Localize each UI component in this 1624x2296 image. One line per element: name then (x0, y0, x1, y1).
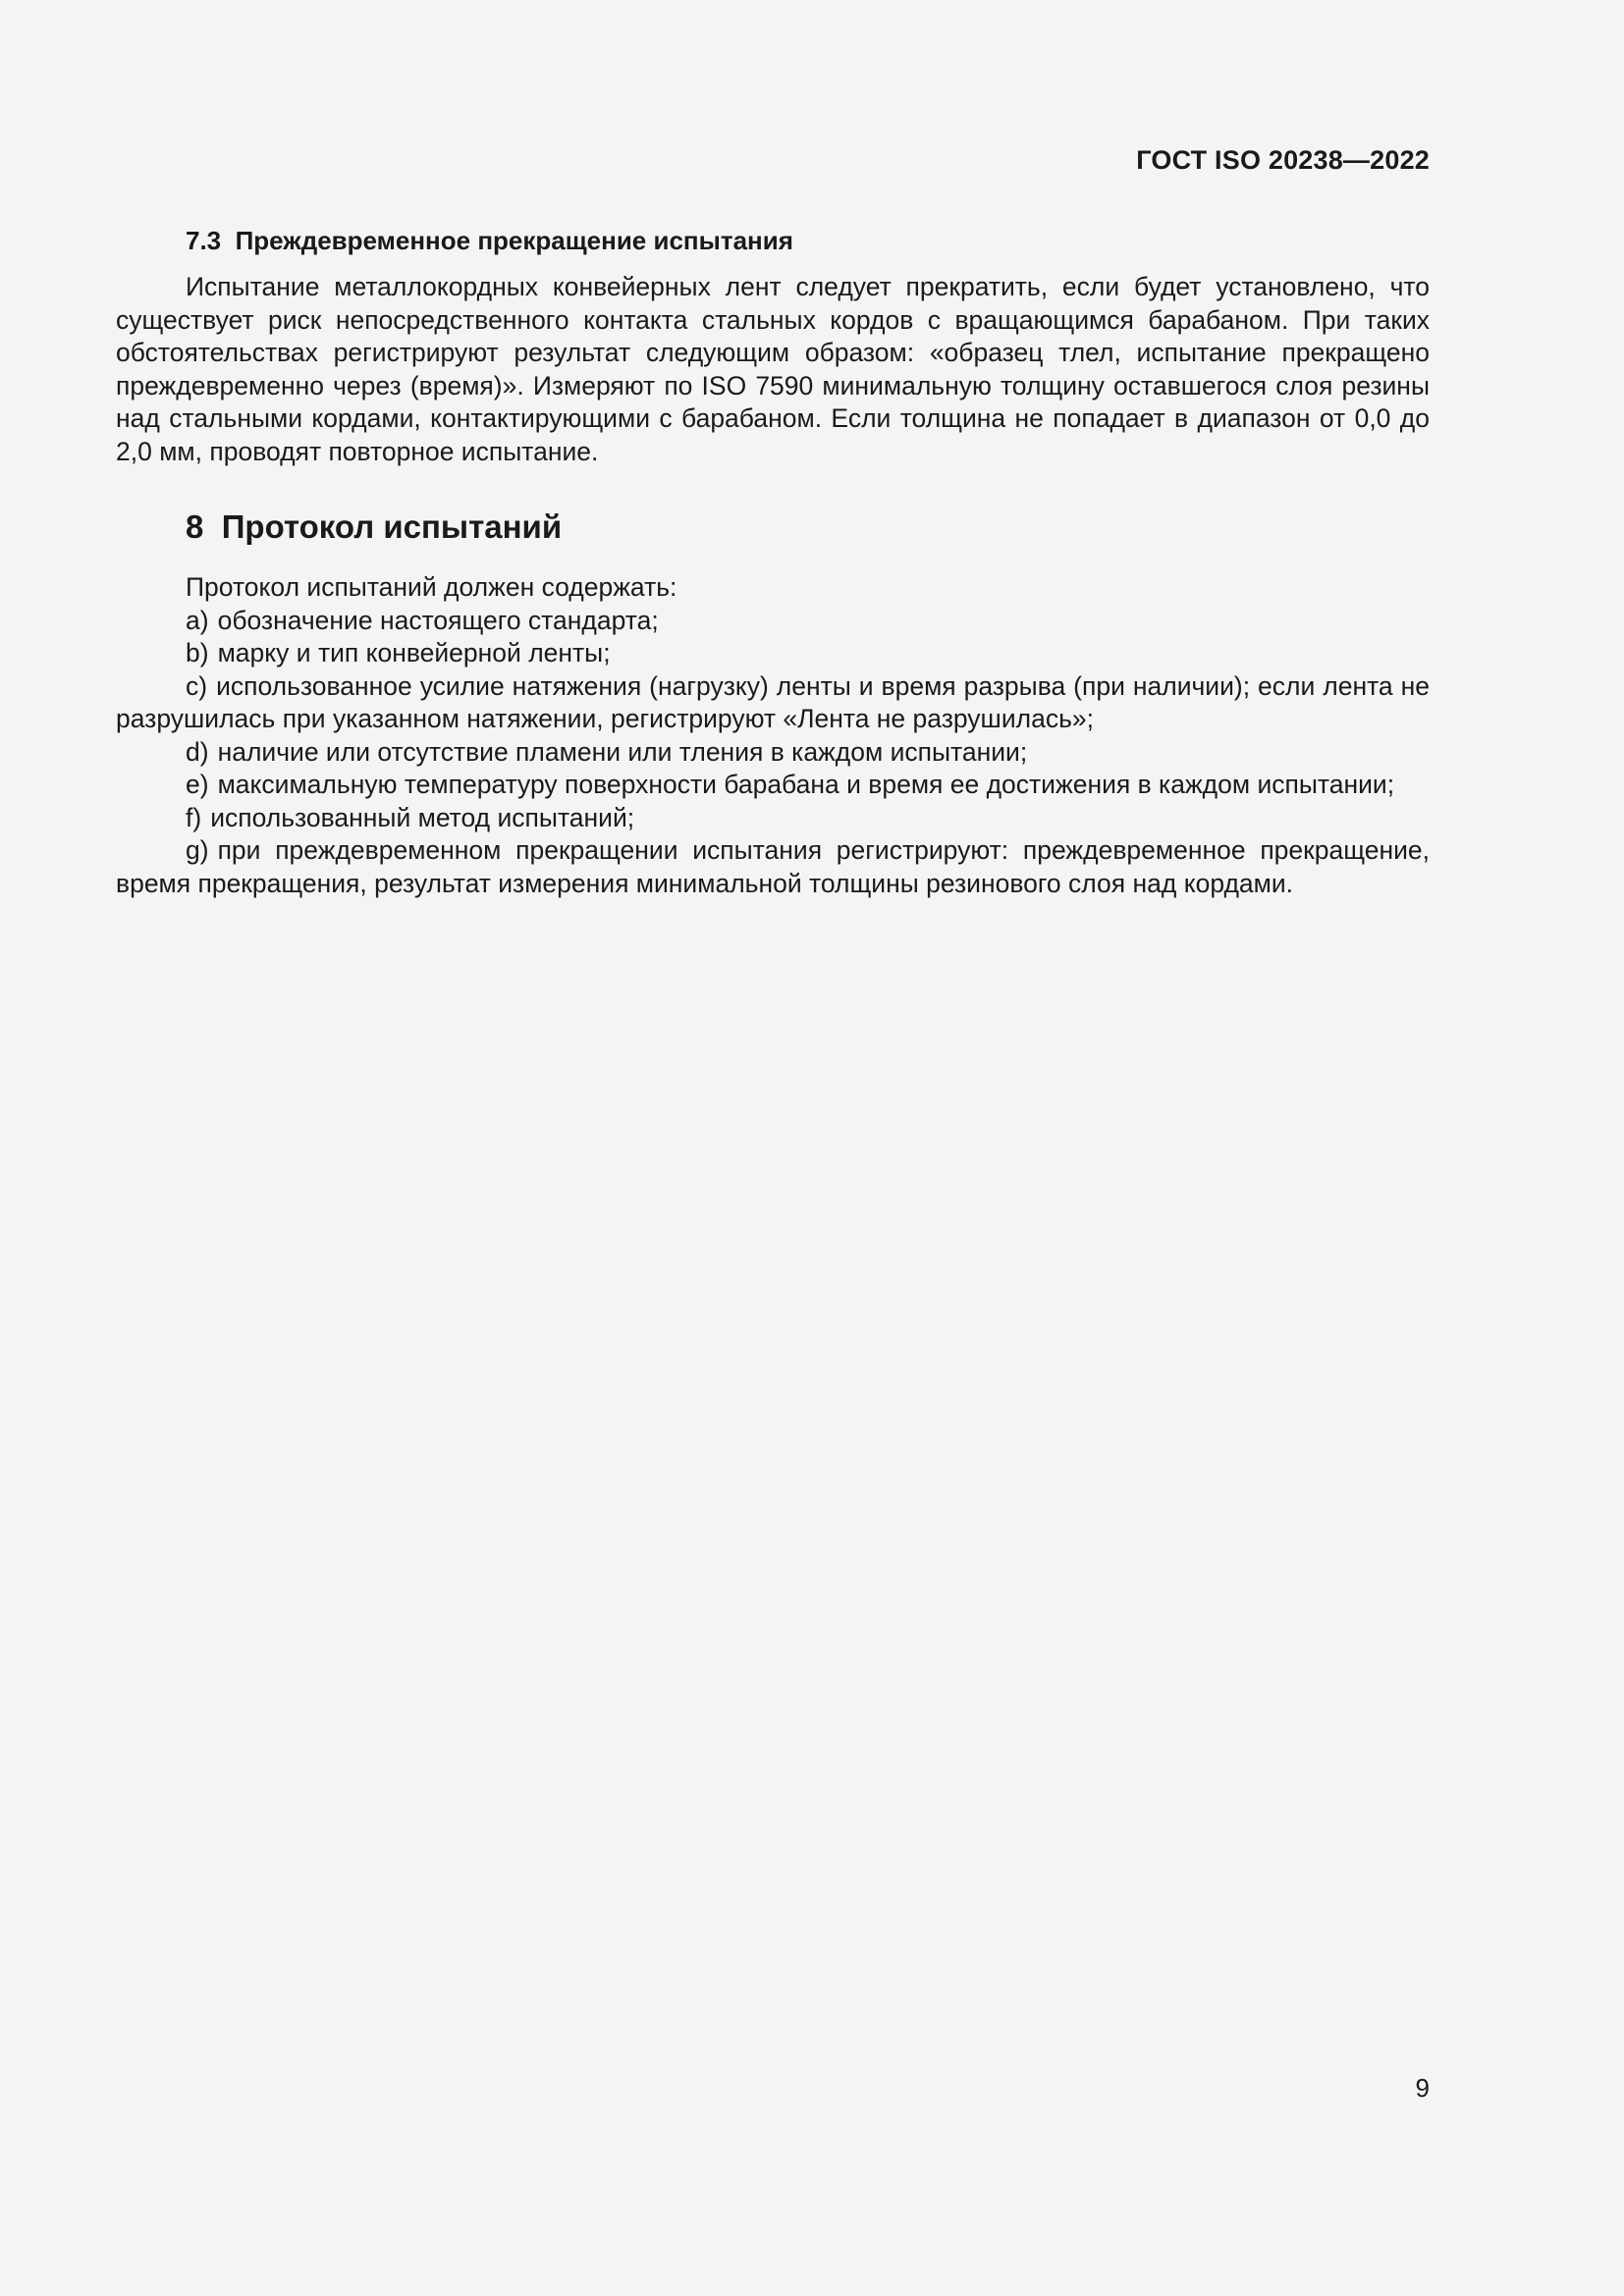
document-code-header: ГОСТ ISO 20238—2022 (1136, 145, 1430, 175)
section-title-8: 8 Протокол испытаний (186, 508, 563, 545)
list-item (116, 637, 1430, 670)
list-item-text: использованное усилие натяжения (нагрузку) ленты и время разрыва (при наличии); если лента не разрушилась при указанном натяжении, регистрируют «Лента не разрушилась»; (116, 670, 1430, 733)
paragraph-text: Испытание металлокордных конвейерных лент следует прекратить, если будет установлено, что существует риск непосредственного контакта стальных кордов с вращающимся барабаном. При таких обстоятельствах регистрируют результат следующим образом: «образец тлел, испытание прекращено преждевременно через (время)». Измеряют по ISO 7590 минимальную толщину оставшегося слоя резины над стальными кордами, контактирующими с барабаном. Если толщина не попадает в диапазон от 0,0 до 2,0 мм, проводят повторное испытание. (116, 272, 1430, 466)
list-item-text: при преждевременном прекращении испытания регистрируют: преждевременное прекращение, время прекращения, результат измерения минимальной толщины резинового слоя над кордами. (116, 835, 1430, 898)
section-8-body (116, 571, 1430, 900)
subsection-title-7-3: 7.3 Преждевременное прекращение испытания (186, 226, 793, 255)
list-item-text: наличие или отсутствие пламени или тления в каждом испытании; (217, 736, 1028, 767)
list-item-text: максимальную температуру поверхности барабана и время ее достижения в каждом испытании; (217, 770, 1395, 799)
list-item (116, 605, 1430, 638)
list-item-text: марку и тип конвейерной ленты; (217, 638, 611, 667)
page-number: 9 (1415, 2073, 1430, 2103)
list-item-label: e) (186, 770, 209, 799)
list-item-label: c) (186, 670, 208, 701)
list-item-text: использованный метод испытаний; (210, 802, 635, 832)
list-item (116, 834, 1430, 900)
list-item (116, 802, 1430, 835)
list-item (116, 769, 1430, 802)
list-intro: Протокол испытаний должен содержать: (186, 572, 677, 602)
list-item-text: обозначение настоящего стандарта; (217, 605, 659, 635)
list-item (116, 670, 1430, 736)
list-item-label: g) (186, 835, 209, 865)
list-item-label: b) (186, 638, 209, 667)
list-item (116, 736, 1430, 770)
list-item-label: a) (186, 605, 209, 635)
paragraph-premature-termination (116, 271, 1430, 468)
section-7-3-body (116, 271, 1430, 468)
list-item-label: d) (186, 736, 209, 767)
list-item-label: f) (186, 802, 202, 832)
